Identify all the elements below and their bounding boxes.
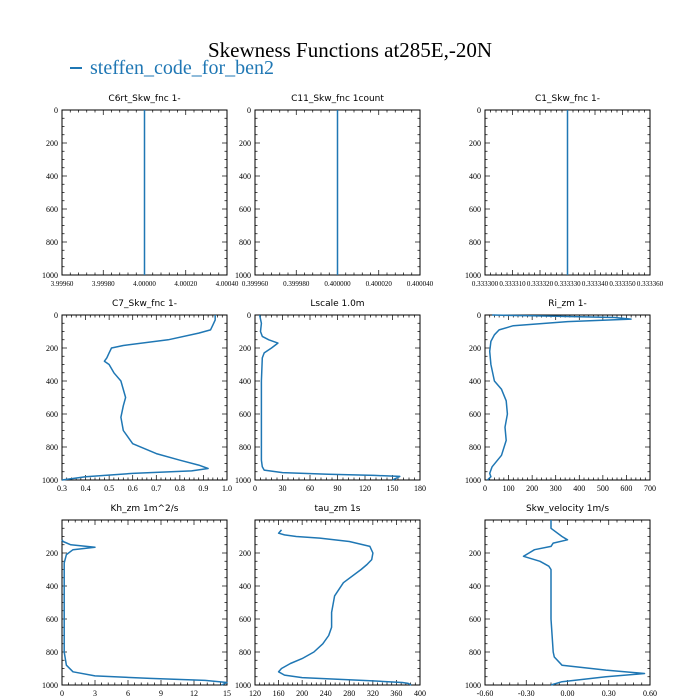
y-tick-label: 1000	[42, 271, 58, 280]
series-line	[279, 530, 412, 685]
subplot-title: C7_Skw_fnc 1-	[112, 299, 177, 309]
y-tick-label: 200	[46, 344, 58, 353]
plot-frame	[255, 315, 420, 480]
y-tick-label: 1000	[235, 271, 251, 280]
x-tick-label: 240	[319, 689, 332, 698]
y-tick-label: 800	[46, 238, 58, 247]
y-tick-label: 400	[469, 172, 481, 181]
y-tick-label: 400	[46, 172, 58, 181]
y-tick-label: 400	[239, 172, 251, 181]
plot-frame	[485, 520, 650, 685]
x-tick-label: 0.30	[601, 689, 616, 698]
x-tick-label: 0.8	[174, 484, 185, 493]
x-tick-label: 3.99980	[91, 280, 115, 288]
y-tick-label: 800	[469, 443, 481, 452]
x-tick-label: 280	[343, 689, 356, 698]
x-tick-label: 0.3	[57, 484, 67, 493]
y-tick-label: 200	[469, 344, 481, 353]
series-line	[487, 315, 631, 480]
y-tick-label: 0	[247, 106, 251, 115]
y-tick-label: 200	[239, 139, 251, 148]
y-tick-label: 800	[239, 238, 251, 247]
x-tick-label: 300	[549, 484, 562, 493]
x-tick-label: 160	[272, 689, 285, 698]
x-tick-label: 0.9	[198, 484, 209, 493]
y-tick-label: 1000	[42, 681, 58, 690]
subplot-9	[465, 504, 657, 698]
subplot-title: Lscale 1.0m	[310, 299, 365, 309]
subplot-title: C11_Skw_fnc 1count	[291, 94, 384, 104]
x-tick-label: 0	[60, 689, 64, 698]
y-tick-label: 0	[54, 311, 58, 320]
x-tick-label: 0	[483, 484, 487, 493]
y-tick-label: 1000	[235, 681, 251, 690]
y-tick-label: 600	[239, 410, 251, 419]
y-tick-label: 200	[239, 549, 251, 558]
y-tick-label: 600	[469, 205, 481, 214]
x-tick-label: 4.00000	[133, 280, 156, 288]
x-tick-label: 0.333340	[581, 280, 609, 288]
x-tick-label: 200	[296, 689, 309, 698]
y-tick-label: 0	[477, 311, 481, 320]
legend-label: steffen_code_for_ben2	[90, 56, 275, 79]
y-tick-label: 400	[239, 377, 251, 386]
y-tick-label: 600	[239, 615, 251, 624]
x-tick-label: 0.333320	[526, 280, 554, 288]
x-tick-label: -0.30	[517, 689, 535, 698]
x-tick-label: 0.6	[127, 484, 138, 493]
x-tick-label: 500	[596, 484, 609, 493]
x-tick-label: 12	[190, 689, 198, 698]
x-tick-label: 120	[359, 484, 371, 493]
subplot-4	[42, 299, 232, 493]
subplot-1	[42, 94, 239, 288]
series-line	[62, 315, 215, 480]
x-tick-label: 100	[502, 484, 515, 493]
plot-frame	[485, 315, 650, 480]
x-tick-label: 0.400000	[324, 280, 351, 288]
y-tick-label: 800	[239, 443, 251, 452]
x-tick-label: 9	[159, 689, 163, 698]
x-tick-label: 0.00	[560, 689, 575, 698]
x-tick-label: 0.333330	[554, 280, 581, 288]
series-line	[62, 540, 227, 685]
x-tick-label: 3.99960	[50, 280, 74, 288]
x-tick-label: 0.4	[80, 484, 91, 493]
x-tick-label: 1.0	[222, 484, 232, 493]
y-tick-label: 200	[46, 139, 58, 148]
x-tick-label: 0.5	[104, 484, 115, 493]
x-tick-label: 0.333350	[609, 280, 636, 288]
y-tick-label: 0	[477, 106, 481, 115]
y-tick-label: 600	[46, 205, 58, 214]
y-tick-label: 800	[46, 648, 58, 657]
y-tick-label: 200	[469, 549, 481, 558]
figure-title: Skewness Functions at285E,-20N	[207, 38, 493, 62]
plot-frame	[62, 315, 227, 480]
y-tick-label: 1000	[235, 476, 251, 485]
y-tick-label: 400	[46, 582, 58, 591]
y-tick-label: 600	[239, 205, 251, 214]
x-tick-label: 400	[414, 689, 426, 698]
plot-frame	[255, 520, 420, 685]
subplot-title: Skw_velocity 1m/s	[525, 504, 610, 514]
y-tick-label: 400	[239, 582, 251, 591]
subplot-3	[465, 94, 664, 288]
y-tick-label: 600	[46, 615, 58, 624]
y-tick-label: 0	[247, 311, 251, 320]
x-tick-label: 6	[126, 689, 130, 698]
y-tick-label: 800	[239, 648, 251, 657]
x-tick-label: 0.399960	[241, 280, 269, 288]
x-tick-label: -0.60	[476, 689, 494, 698]
subplot-title: Ri_zm 1-	[548, 299, 587, 309]
x-tick-label: 400	[573, 484, 586, 493]
y-tick-label: 1000	[42, 476, 58, 485]
x-tick-label: 3	[93, 689, 97, 698]
x-tick-label: 0	[253, 484, 257, 493]
y-tick-label: 400	[469, 377, 481, 386]
plot-frame	[62, 520, 227, 685]
y-tick-label: 600	[469, 410, 481, 419]
x-tick-label: 0.7	[151, 484, 162, 493]
series-line	[260, 315, 400, 480]
x-tick-label: 90	[333, 484, 342, 493]
subplot-7	[42, 504, 231, 698]
y-tick-label: 600	[469, 615, 481, 624]
subplot-title: C1_Skw_fnc 1-	[535, 94, 600, 104]
x-tick-label: 0.333360	[636, 280, 664, 288]
x-tick-label: 180	[414, 484, 426, 493]
subplot-5	[235, 299, 426, 493]
subplot-title: C6rt_Skw_fnc 1-	[108, 94, 181, 104]
x-tick-label: 0.333300	[471, 280, 499, 288]
x-tick-label: 700	[644, 484, 656, 493]
subplot-8	[235, 504, 426, 698]
x-tick-label: 15	[223, 689, 231, 698]
x-tick-label: 600	[620, 484, 633, 493]
x-tick-label: 4.00040	[215, 280, 239, 288]
subplot-title: Kh_zm 1m^2/s	[110, 504, 179, 514]
y-tick-label: 600	[46, 410, 58, 419]
x-tick-label: 0.333310	[499, 280, 526, 288]
x-tick-label: 4.00020	[174, 280, 198, 288]
x-tick-label: 30	[278, 484, 287, 493]
subplot-2	[235, 94, 434, 288]
x-tick-label: 320	[366, 689, 379, 698]
y-tick-label: 1000	[465, 271, 481, 280]
x-tick-label: 150	[386, 484, 399, 493]
subplot-6	[465, 299, 656, 493]
y-tick-label: 800	[469, 648, 481, 657]
y-tick-label: 400	[469, 582, 481, 591]
x-tick-label: 360	[390, 689, 403, 698]
y-tick-label: 1000	[465, 476, 481, 485]
x-tick-label: 200	[526, 484, 539, 493]
y-tick-label: 200	[239, 344, 251, 353]
y-tick-label: 800	[46, 443, 58, 452]
y-tick-label: 0	[54, 106, 58, 115]
series-line	[524, 520, 645, 685]
y-tick-label: 200	[469, 139, 481, 148]
y-tick-label: 400	[46, 377, 58, 386]
x-tick-label: 0.399980	[283, 280, 310, 288]
subplot-title: tau_zm 1s	[314, 504, 361, 514]
y-tick-label: 1000	[465, 681, 481, 690]
x-tick-label: 0.400040	[406, 280, 434, 288]
x-tick-label: 120	[249, 689, 261, 698]
x-tick-label: 0.400020	[365, 280, 392, 288]
y-tick-label: 800	[469, 238, 481, 247]
x-tick-label: 60	[306, 484, 314, 493]
x-tick-label: 0.60	[643, 689, 657, 698]
y-tick-label: 200	[46, 549, 58, 558]
